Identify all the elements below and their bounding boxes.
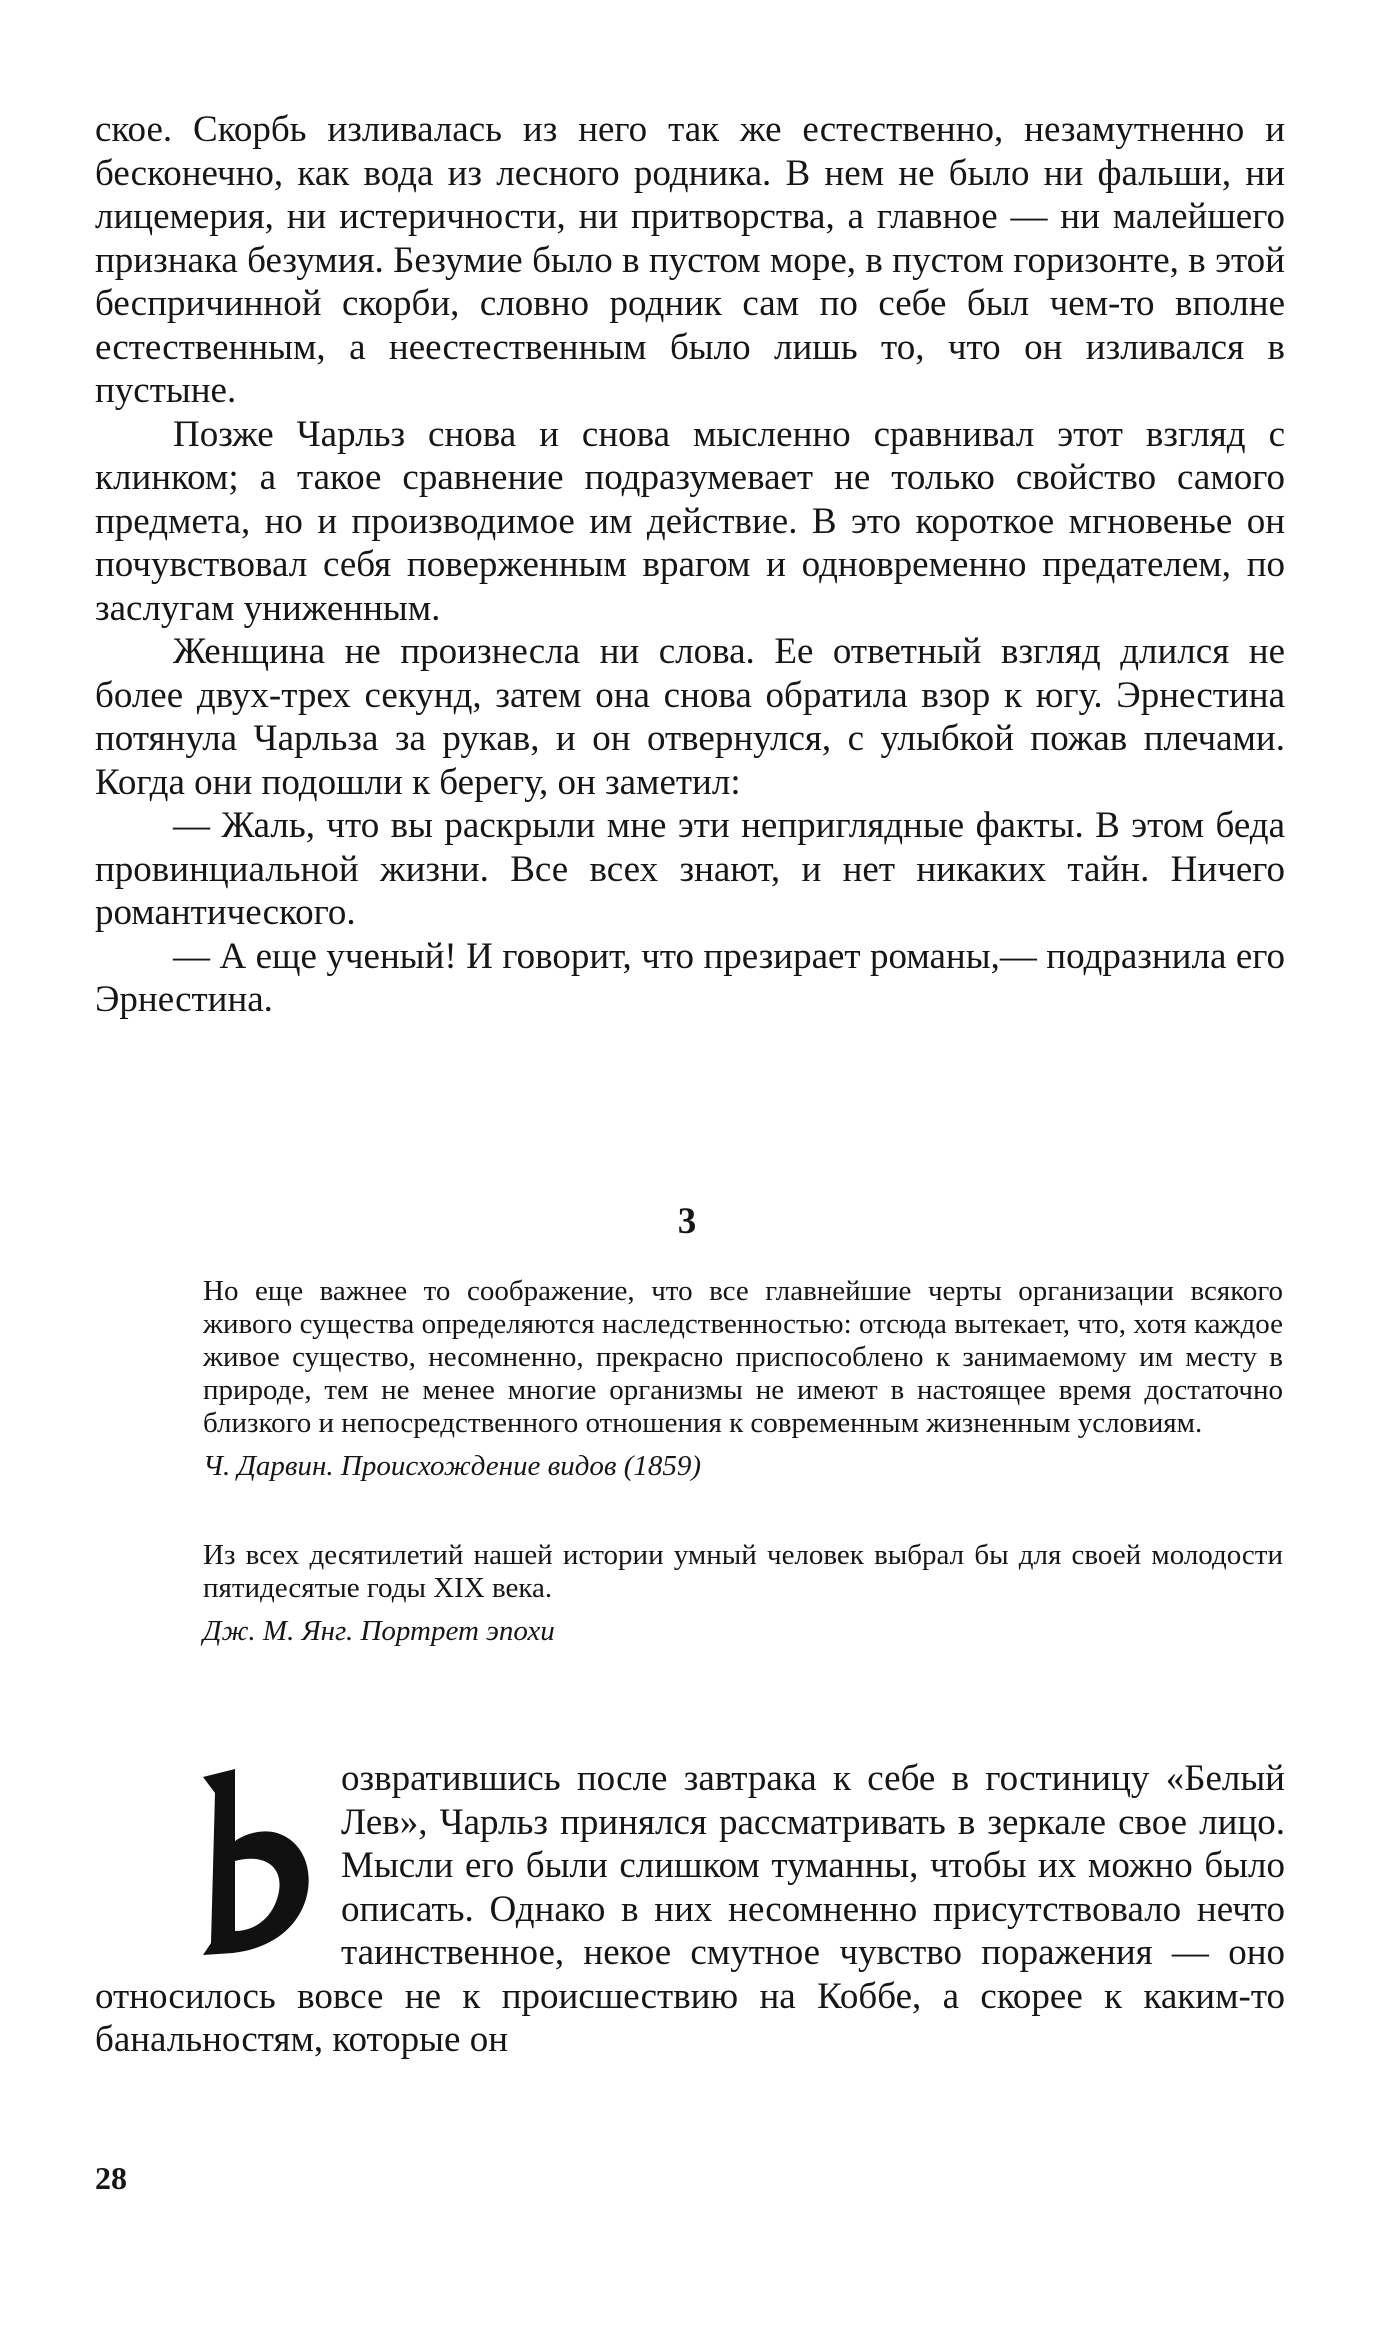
epigraph-source: Дж. М. Янг. Портрет эпохи <box>203 1615 555 1647</box>
chapter-opening-text: озвратившись после завтрака к себе в гостиницу «Белый Лев», Чарльз принялся рассматривать в зеркале свое лицо. Мысли его были слишком туманны, чтобы их можно было описать. Однако в них несомненно присутствовало нечто таинственное, некое смутное чувство поражения — оно относилось вовсе не к происшествию на Коббе, а скорее к каким-то банальностям, которые он <box>95 1758 1285 2060</box>
main-text <box>95 108 1285 1022</box>
dialogue-line: — Жаль, что вы раскрыли мне эти неприглядные факты. В этом беда провинциальной жизни. Все всех знают, и нет никаких тайн. Ничего романтического. <box>95 805 1285 933</box>
chapter-number: 3 <box>677 1201 697 1242</box>
paragraph: Женщина не произнесла ни слова. Ее ответный взгляд длился не более двух-трех секунд, затем она снова обратила взор к югу. Эрнестина потянула Чарльза за рукав, и он отвернулся, с улыбкой пожав плечами. Когда они подошли к берегу, он заметил: <box>95 631 1285 803</box>
epigraph-young <box>203 1539 1283 1648</box>
epigraph-darwin <box>203 1275 1283 1483</box>
page-number: 28 <box>95 2160 127 2196</box>
epigraph-text: Но еще важнее то соображение, что все главнейшие черты организации всякого живого существа определяются наследственностью: отсюда вытекает, что, хотя каждое живое существо, несомненно, прекрасно приспособлено к занимаемому им месту в природе, тем не менее многие организмы не имеют в настоящее время достаточно близкого и непосредственного отношения к современным жизненным условиям. <box>203 1275 1283 1439</box>
chapter-body <box>95 1757 1285 2062</box>
dialogue-line: — А еще ученый! И говорит, что презирает романы,— подразнила его Эрнестина. <box>95 935 1285 1020</box>
paragraph: Позже Чарльз снова и снова мысленно сравнивал этот взгляд с клинком; а такое сравнение подразумевает не только свойство самого предмета, но и производимое им действие. В это короткое мгновенье он почувствовал себя поверженным врагом и одновременно предателем, по заслугам униженным. <box>95 413 1285 629</box>
paragraph: ское. Скорбь изливалась из него так же естественно, незамутненно и бесконечно, как вода из лесного родника. В нем не было ни фальши, ни лицемерия, ни истеричности, ни притворства, а главное — ни малейшего признака безумия. Безумие было в пустом море, в пустом горизонте, в этой беспричинной скорби, словно родник сам по себе был чем-то вполне естественным, а неестественным было лишь то, что он изливался в пустыне. <box>95 109 1285 411</box>
epigraphs <box>203 1275 1283 1704</box>
epigraph-text: Из всех десятилетий нашей истории умный человек выбрал бы для своей молодости пятидесятые годы XIX века. <box>203 1539 1283 1604</box>
epigraph-source: Ч. Дарвин. Происхождение видов (1859) <box>203 1450 702 1482</box>
drop-cap-letter-icon <box>195 1763 315 1955</box>
